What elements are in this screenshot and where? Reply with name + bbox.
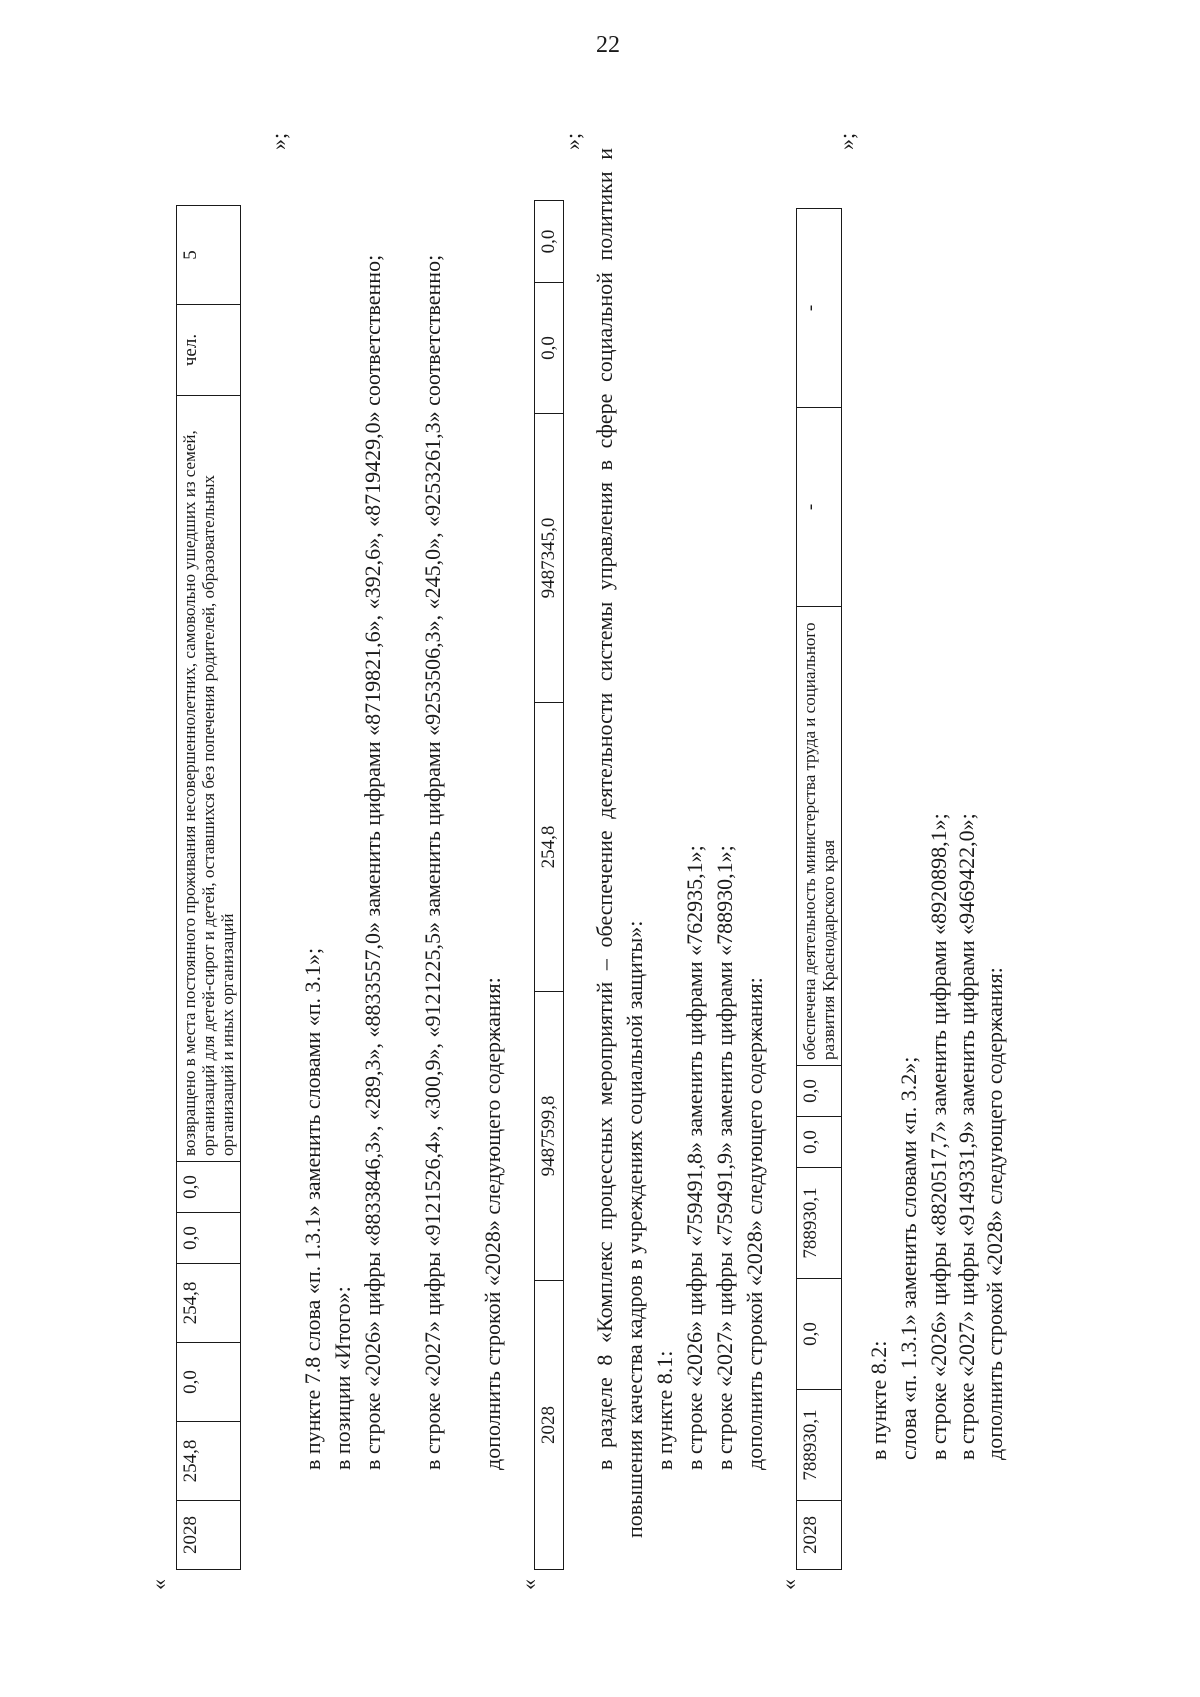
paragraph: слова «п. 1.3.1» заменить словами «п. 3.2»; xyxy=(896,1056,921,1460)
paragraph: в строке «2027» цифры «759491,9» заменить цифрами «788930,1»; xyxy=(712,845,737,1470)
table-cell: 0,0 xyxy=(535,201,564,283)
paragraph: дополнить строкой «2028» следующего содержания: xyxy=(982,967,1007,1460)
table-row xyxy=(535,201,564,1570)
table-row xyxy=(177,206,241,1570)
rotated-content xyxy=(146,100,1007,1590)
paragraph: в строке «2027» цифры «9149331,9» заменить цифрами «9469422,0»; xyxy=(954,813,979,1460)
table-cell-description: возвращено в места постоянного проживания несовершеннолетних, самовольно ушедших из семей, организаций для детей-сирот и детей, оставшихся без попечения родителей, образовательных организаций и иных организаций xyxy=(177,396,241,1162)
table-2 xyxy=(534,200,564,1570)
table-cell: 0,0 xyxy=(177,1343,241,1422)
paragraph: в строке «2027» цифры «9121526,4», «300,9», «9121225,5» заменить цифрами «9253506,3», «245,0», «9253261,3» соответственно; xyxy=(420,254,445,1470)
paragraph: дополнить строкой «2028» следующего содержания: xyxy=(480,977,505,1470)
table-cell: 788930,1 xyxy=(797,1390,842,1501)
table-cell: 0,0 xyxy=(797,1066,842,1117)
quote-close-1: »; xyxy=(266,132,291,150)
table-cell: чел. xyxy=(177,305,241,396)
table-cell: 0,0 xyxy=(177,1162,241,1213)
quote-close-2: »; xyxy=(560,132,585,150)
table-cell: - xyxy=(797,408,842,607)
table-cell: 0,0 xyxy=(797,1117,842,1168)
paragraph: в пункте 8.1: xyxy=(652,1350,677,1470)
table-cell: 0,0 xyxy=(535,283,564,414)
table-cell: 2028 xyxy=(797,1501,842,1570)
page-number: 22 xyxy=(596,32,620,58)
table-cell: 254,8 xyxy=(535,703,564,992)
table-1 xyxy=(176,205,241,1570)
paragraph: в пункте 7.8 слова «п. 1.3.1» заменить словами «п. 3.1»; xyxy=(300,947,325,1470)
table-cell: 0,0 xyxy=(797,1279,842,1390)
paragraph: в пункте 8.2: xyxy=(866,1340,891,1460)
table-cell: 788930,1 xyxy=(797,1168,842,1279)
quote-open-2: « xyxy=(516,1579,541,1590)
quote-open-1: « xyxy=(146,1579,171,1590)
table-cell-description: обеспечена деятельность министерства труда и социального развития Краснодарского края xyxy=(797,607,842,1066)
quote-close-3: »; xyxy=(834,132,859,150)
table-cell: 5 xyxy=(177,206,241,305)
table-cell: 2028 xyxy=(177,1501,241,1570)
table-cell: 254,8 xyxy=(177,1264,241,1343)
table-3 xyxy=(796,208,842,1570)
table-cell: 254,8 xyxy=(177,1422,241,1501)
paragraph: в строке «2026» цифры «759491,8» заменить цифрами «762935,1»; xyxy=(682,845,707,1470)
paragraph: в строке «2026» цифры «8820517,7» заменить цифрами «8920898,1»; xyxy=(926,813,951,1460)
table-cell: 0,0 xyxy=(177,1213,241,1264)
paragraph: в позиции «Итого»: xyxy=(330,1286,355,1470)
paragraph: в строке «2026» цифры «8833846,3», «289,3», «8833557,0» заменить цифрами «8719821,6», «392,6», «8719429,0» соответственно; xyxy=(360,254,385,1470)
paragraph: в разделе 8 «Комплекс процессных мероприятий – обеспечение деятельности системы управления в сфере социальной политики и повышения качества кадров в учреждениях социальной защиты»: xyxy=(592,148,647,1538)
quote-open-3: « xyxy=(776,1579,801,1590)
table-cell: 2028 xyxy=(535,1281,564,1570)
table-cell: - xyxy=(797,209,842,408)
table-cell: 9487345,0 xyxy=(535,414,564,703)
paragraph: дополнить строкой «2028» следующего содержания: xyxy=(742,977,767,1470)
table-row xyxy=(797,209,842,1570)
table-cell: 9487599,8 xyxy=(535,992,564,1281)
